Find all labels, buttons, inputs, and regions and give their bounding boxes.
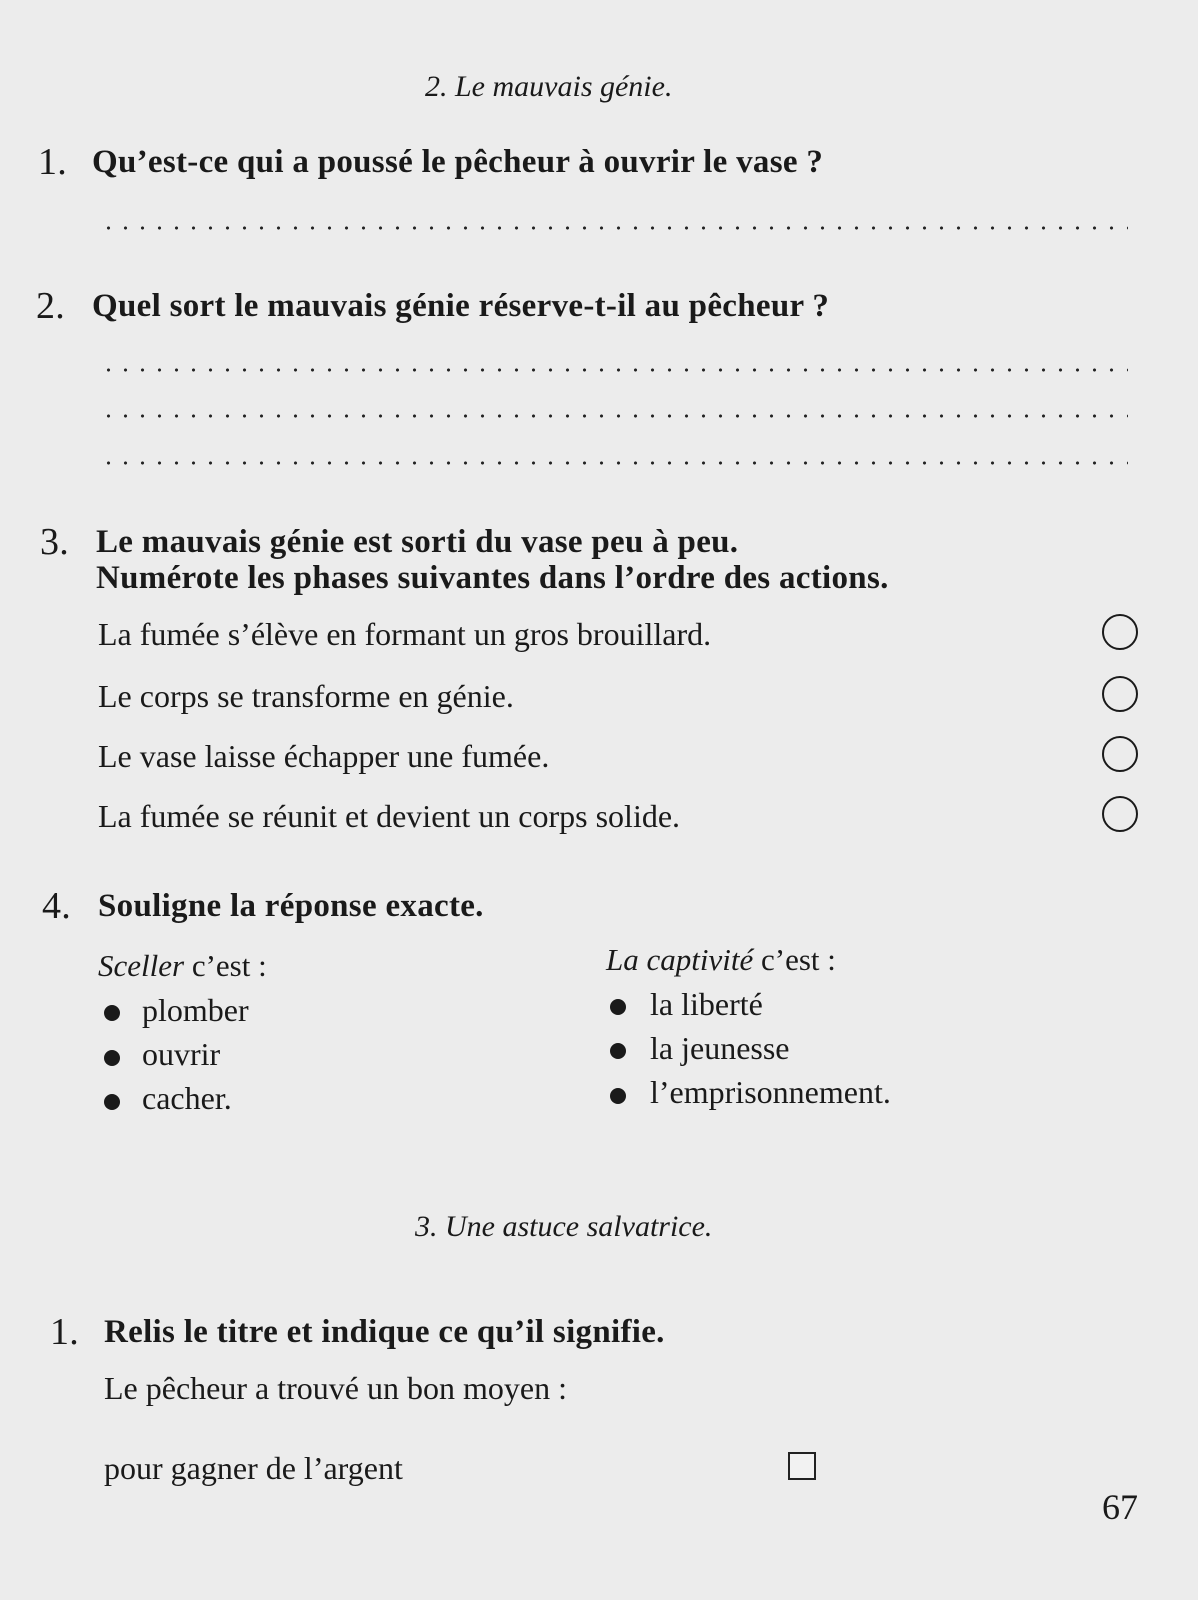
question-intro: Le pêcheur a trouvé un bon moyen : (104, 1370, 567, 1406)
question-1 (38, 141, 824, 183)
order-circle-input[interactable] (1102, 796, 1138, 832)
question-text: Relis le titre et indique ce qu’il signifie. (104, 1314, 665, 1350)
bullet-icon (104, 1094, 120, 1110)
phase-item: Le vase laisse échapper une fumée. (98, 738, 550, 774)
answer-line[interactable] (100, 461, 1128, 465)
definition-prompt-captivite (606, 942, 836, 978)
question-2 (36, 285, 830, 327)
phase-item: La fumée se réunit et devient un corps solide. (98, 798, 681, 834)
order-circle-input[interactable] (1102, 736, 1138, 772)
answer-option[interactable]: ouvrir (142, 1036, 221, 1072)
question-3 (40, 521, 739, 563)
answer-option[interactable]: l’emprisonnement. (650, 1074, 891, 1110)
bullet-icon (104, 1005, 120, 1021)
answer-line[interactable] (100, 414, 1128, 418)
order-circle-input[interactable] (1102, 676, 1138, 712)
question-4 (42, 885, 484, 927)
answer-option[interactable]: plomber (142, 992, 249, 1028)
question-text: Quel sort le mauvais génie réserve-t-il au pêcheur ? (92, 288, 830, 324)
term-suffix: c’est : (753, 942, 836, 977)
term: Sceller (98, 948, 185, 983)
answer-option[interactable]: la liberté (650, 986, 763, 1022)
answer-line[interactable] (100, 226, 1128, 230)
answer-option[interactable]: cacher. (142, 1080, 232, 1116)
question-number: 1. (38, 141, 68, 183)
question-number: 4. (42, 885, 72, 927)
question-text-line-1: Le mauvais génie est sorti du vase peu à peu. (96, 524, 739, 560)
term-suffix: c’est : (184, 948, 267, 983)
checkbox-option-label: pour gagner de l’argent (104, 1450, 403, 1486)
phase-item: La fumée s’élève en formant un gros brouillard. (98, 616, 712, 652)
option-checkbox[interactable] (788, 1452, 816, 1480)
question-3-line-2: Numérote les phases suivantes dans l’ordre des actions. (96, 560, 889, 596)
bullet-icon (610, 1043, 626, 1059)
question-text: Qu’est-ce qui a poussé le pêcheur à ouvrir le vase ? (92, 144, 824, 180)
question-text: Souligne la réponse exacte. (98, 888, 484, 924)
bullet-icon (610, 999, 626, 1015)
bullet-icon (610, 1088, 626, 1104)
term: La captivité (606, 942, 754, 977)
question-number: 2. (36, 285, 66, 327)
section-title-une-astuce-salvatrice: 3. Une astuce salvatrice. (415, 1210, 713, 1243)
definition-prompt-sceller (98, 948, 267, 984)
order-circle-input[interactable] (1102, 614, 1138, 650)
page-number: 67 (1102, 1487, 1138, 1527)
answer-option[interactable]: la jeunesse (650, 1030, 790, 1066)
section3-question-1 (50, 1311, 665, 1353)
section-title-le-mauvais-genie: 2. Le mauvais génie. (425, 70, 673, 103)
question-number: 3. (40, 521, 70, 563)
answer-line[interactable] (100, 368, 1128, 372)
question-number: 1. (50, 1311, 80, 1353)
phase-item: Le corps se transforme en génie. (98, 678, 514, 714)
bullet-icon (104, 1050, 120, 1066)
